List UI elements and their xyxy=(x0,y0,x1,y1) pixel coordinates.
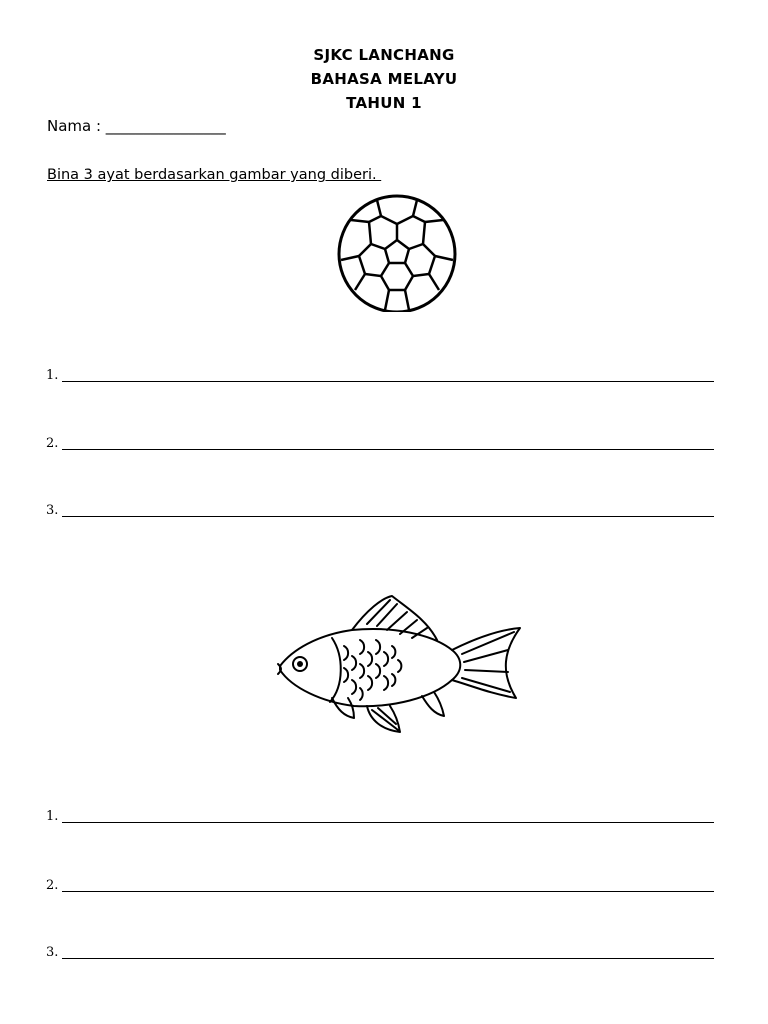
answer-line-2[interactable] xyxy=(46,432,714,450)
subject-title: BAHASA MELAYU xyxy=(310,70,458,88)
writing-line[interactable] xyxy=(62,381,714,382)
writing-line[interactable] xyxy=(62,822,714,823)
answer-number: 1. xyxy=(46,809,59,824)
instruction-text: Bina 3 ayat berdasarkan gambar yang diberi. xyxy=(47,167,382,183)
answer-line-3[interactable] xyxy=(46,941,714,959)
answer-line-3[interactable] xyxy=(46,499,714,517)
answer-line-1[interactable] xyxy=(46,364,714,382)
fish-icon xyxy=(272,590,524,738)
name-field[interactable]: Nama : ________________ xyxy=(47,117,226,135)
answer-number: 1. xyxy=(46,368,59,383)
answer-line-2[interactable] xyxy=(46,874,714,892)
school-name: SJKC LANCHANG xyxy=(313,46,455,64)
writing-line[interactable] xyxy=(62,449,714,450)
answer-number: 3. xyxy=(46,945,59,960)
writing-line[interactable] xyxy=(62,891,714,892)
answer-number: 2. xyxy=(46,436,59,451)
writing-line[interactable] xyxy=(62,516,714,517)
answer-number: 3. xyxy=(46,503,59,518)
soccer-ball-icon xyxy=(333,194,460,312)
year-title: TAHUN 1 xyxy=(346,94,422,112)
answer-line-1[interactable] xyxy=(46,805,714,823)
writing-line[interactable] xyxy=(62,958,714,959)
answer-number: 2. xyxy=(46,878,59,893)
